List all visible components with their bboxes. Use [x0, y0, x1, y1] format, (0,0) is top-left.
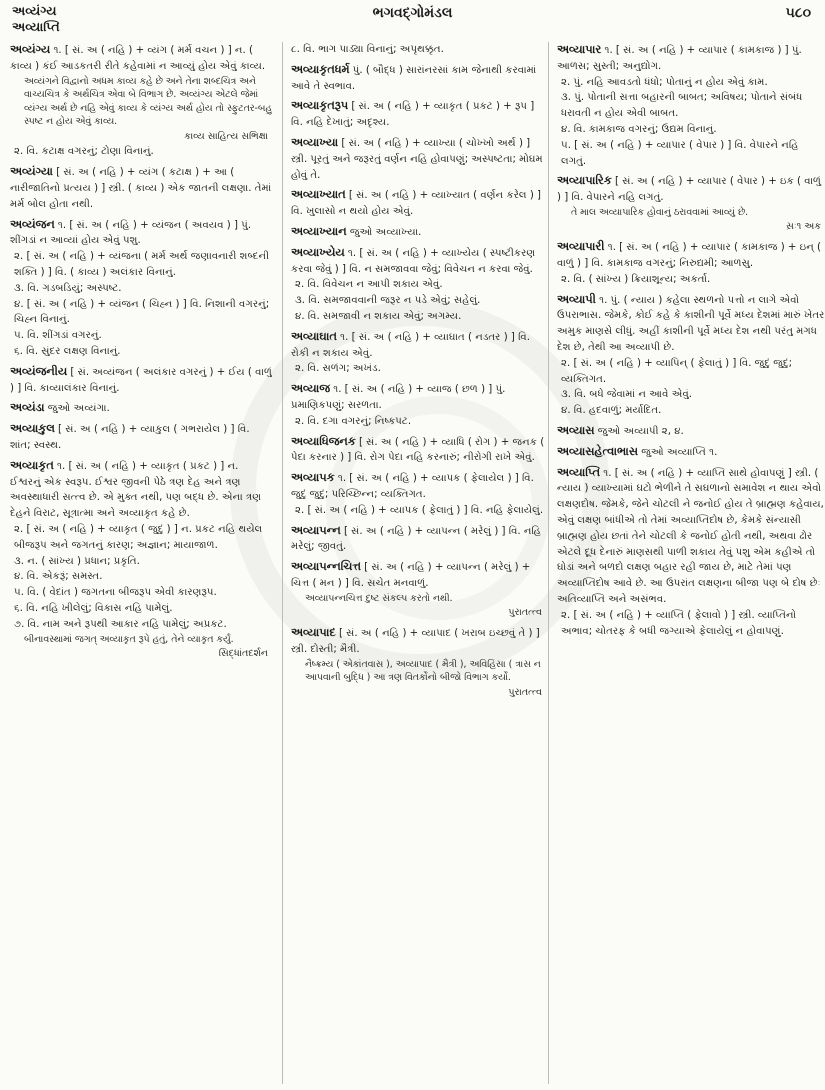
entry-sense: ૬. વિ. નહિ ખીલેલું; વિકાસ નહિ પામેલું. [14, 602, 173, 614]
entry-definition: પું. ( બૌદ્ધ ) સારાંનરસાં કામ જેનાથી કરવામાં આવે તે સ્વભાવ. [291, 64, 537, 92]
dictionary-entry [557, 42, 825, 169]
entry-definition: જુઓ અવ્યાપી ૨, ૪. [597, 426, 684, 438]
entry-headword: અવ્યંજન [10, 217, 55, 231]
entry-headword: અવ્યાપક [291, 471, 335, 485]
dictionary-entry [291, 135, 546, 183]
entry-headword: અવ્યાપન્ન [291, 523, 341, 537]
entry-headword: અવ્યાકૃત [10, 458, 54, 472]
entry-definition: [ સં. અ ( નહિ ) + વ્યાખ્યાત ( વર્ણન કરેલ ) ] વિ. ખુલાસો ન થયો હોય એવું. [291, 190, 542, 218]
entry-definition: [ સં. અ ( નહિ ) + વ્યાખ્યા ( ચોખ્ખો અર્થ ) ] સ્ત્રી. પૂરતું અને જરૂરતું વર્ણન નહિ હોવાપણું; અસ્પષ્ટતા; મોઘમ હોવું તે. [291, 137, 543, 181]
entry-quotation: તે માલ અવ્યાપારિક હોવાનું ઠરાવવામાં આવ્યું છે. [571, 206, 749, 218]
entry-sense: ૨. વિ. કટાક્ષ વગરનું; ટોણા વિનાનું. [14, 146, 154, 158]
column-3 [548, 42, 825, 1084]
entry-headword: અવ્યાજ [291, 382, 330, 396]
entry-definition: [ સં. અવ્યંજન ( અલંકાર વગરનું ) + ઈય ( વાળું ) ] વિ. કાવ્યાલંકાર વિનાનું. [10, 366, 272, 394]
dictionary-entry [291, 187, 546, 220]
entry-definition: [ સં. અ ( નહિ ) + વ્યાકૃત ( પ્રકટ ) + રૂપ ] વિ. નહિ દેખાતું; અદૃશ્ય. [291, 101, 535, 129]
entry-sense: ૨. [ સં. અ ( નહિ ) + વ્યંજના ( મર્મ અર્થ જણાવનારી શબ્દની શક્તિ ) ] વિ. ( કાવ્ય ) અલંકાર વિનાનું. [14, 251, 269, 278]
dictionary-entry [557, 239, 825, 287]
dictionary-entry [557, 173, 825, 235]
entry-sense: ૬. વિ. સુંદર લક્ષણ વિનાનું. [14, 345, 121, 357]
quotation-source: પુરાતત્ત્વ [508, 607, 542, 619]
page-number: ૫૮૦ [785, 5, 811, 21]
entry-quotation: બીનાવસ્થામાં જગત્ અવ્યાકૃત રૂપે હતું, તેને વ્યાકૃત કર્યું. [24, 633, 234, 645]
entry-headword: અવ્યાપારી [557, 240, 605, 254]
entry-sense: ૨. [ સં. અ ( નહિ ) + વ્યાપ્તિ ( ફેલાવો ) ] સ્ત્રી. વ્યાપ્તિનો અભાવ; ચોતરફ કે બધી જગ્યાએ ફેલાયેલું ન હોવાપણું. [561, 609, 797, 637]
dictionary-entry [10, 458, 272, 662]
dictionary-entry [291, 381, 546, 429]
entry-headword: અવ્યાપન્નચિત્ત [291, 560, 361, 574]
entry-definition: ૮. વિ. ભાગ પાડ્યા વિનાનું; અપૃથક્કૃત. [291, 44, 444, 55]
entry-headword: અવ્યાપાર [557, 43, 602, 56]
entry-sense: ૫. [ સં. અ ( નહિ ) + વ્યાપાર ( વેપાર ) ] વિ. વેપારને નહિ લગતું. [561, 139, 799, 167]
entry-definition: ૧. [ સં. અ ( નહિ ) + વ્યાકૃત ( પ્રકટ ) ] ન. ઈશ્વરનું એક સ્વરૂપ. ઈશ્વર જીવની પેઠે ત્રણ દેહ અને ત્રણ અવસ્થાધારી સત્ત્વ છે. એ મુક્ત નથી, પણ બદ્ધ છે. એના ત્રણ દેહને વિરાટ, સૂત્રાત્મા અને અવ્યાકૃત કહે છે. [10, 460, 262, 520]
dictionary-entry [291, 470, 546, 518]
entry-definition: ૧. [ સં. અ ( નહિ ) + વ્યંગ ( મર્મ વચન ) ] ન. ( કાવ્ય ) કંઈ આડકતરી રીતે કહેવામાં ન આવ્યું હોય એવું કાવ્ય. [10, 45, 266, 72]
entry-definition: ૧. [ સં. અ ( નહિ ) + વ્યાપક ( ફેલાયેલ ) ] વિ. જુદું જુદું; પરિચ્છિન્ન; વ્યક્તિગત. [291, 473, 534, 500]
entry-headword: અવ્યાકૃતધર્મ [291, 62, 350, 76]
entry-sense: ૨. વિ. દગા વગરનું; નિષ્કપટ. [295, 415, 412, 427]
entry-sense: ૩. વિ. ગડબડિયું; અસ્પષ્ટ. [14, 282, 122, 294]
entry-headword: અવ્યંગ્ય [10, 43, 51, 56]
entry-sense: ૩. વિ. બધે જેવામાં ન આવે એવું. [561, 389, 693, 401]
dictionary-entry [10, 400, 272, 417]
column-1 [10, 42, 272, 1084]
entry-headword: અવ્યાકુલ [10, 422, 55, 436]
entry-headword: અવ્યંગ્યા [10, 165, 53, 179]
entry-sense: ૨. વિ. સળંગ; અખંડ. [295, 363, 381, 375]
entry-sense: ૨. [ સં. અ ( નહિ ) + વ્યાપિન્ ( ફેલાતું ) ] વિ. જુદું જુદું; વ્યક્તિગત. [561, 357, 793, 385]
entry-headword: અવ્યાખ્યા [291, 135, 339, 149]
entry-sense: ૪. વિ. સમજાવી ન શકાય એવું; અગમ્ય. [295, 310, 462, 322]
entry-sense: ૪. વિ. એકરૂં; સમસ્ત. [14, 571, 103, 583]
entry-sense: ૩. વિ. સમજાવવાની જરૂર ન પડે એવું; સહેલું. [295, 295, 481, 307]
dictionary-entry [10, 421, 272, 454]
dictionary-entry [291, 98, 546, 131]
dictionary-entry [291, 224, 546, 241]
dictionary-entry [291, 523, 546, 556]
column-2 [282, 42, 546, 1084]
dictionary-entry [10, 42, 272, 160]
guide-word-first: અવ્યંગ્ય [12, 3, 57, 18]
dictionary-entry [557, 423, 825, 440]
entry-sense: ૨. [ સં. અ ( નહિ ) + વ્યાપક ( ફેલાતું ) ] વિ. નહિ ફેલાયેલું. [295, 504, 544, 516]
entry-definition: ૧. [ સં. અ ( નહિ ) + વ્યાપાર ( કામકાજ ) ] પું. આળસ; સુસ્તી; અનુદ્યોગ. [557, 45, 802, 72]
entry-definition: ૧. પું. ( ન્યાય ) કહેલા સ્થળનો પત્તો ન લાગે એવો ઉપરાભાસ. જેમકે, કોઈ કહે કે કાશીની પૂર્વે મધ્ય દેશમાં મારું ખેતર અમુક માણસે લીધું. અહીં કાશીની પૂર્વે મધ્ય દેશ નથી પરંતુ મગધ દેશ છે, તેથી આ અવ્યાપી છે. [557, 294, 825, 354]
entry-sense: ૨. [ સં. અ ( નહિ ) + વ્યાકૃત ( જુદું ) ] ન. પ્રકટ નહિ થયેલ બીજરૂપ અને જગતનું કારણ; અજ્ઞાન; માયાજાળ. [14, 523, 263, 551]
entry-definition: જુઓ અવ્યાપ્તિ ૧. [641, 446, 718, 458]
dictionary-entry [557, 292, 825, 419]
entry-sense: ૪. [ સં. અ ( નહિ ) + વ્યંજન ( ચિહ્ન ) ] વિ. નિશાની વગરનું; ચિહ્ન વિનાનું. [14, 298, 270, 326]
dictionary-entry [291, 245, 546, 325]
dictionary-entry [10, 164, 272, 212]
entry-sense: ૨. વિ. ( સાંખ્ય ) ક્રિયાશૂન્ય; અકર્તા. [561, 273, 711, 285]
dictionary-entry [291, 625, 546, 700]
dictionary-entry [10, 217, 272, 360]
entry-sense: ૪. વિ. હદવાળું; મર્યાદિત. [561, 405, 662, 417]
dictionary-entry [557, 465, 825, 640]
entry-headword: અવ્યાખ્યાત [291, 188, 346, 202]
entry-definition: [ સં. અ ( નહિ ) + વ્યાકુલ ( ગભરાયેલ ) ] વિ. શાંત; સ્વસ્થ. [10, 424, 250, 451]
entry-headword: અવ્યાકૃતરૂપ [291, 99, 349, 113]
entry-definition: ૧. [ સં. અ ( નહિ ) + વ્યાપ્તિ સાથે હોવાપણું ] સ્ત્રી. ( ન્યાય ) વ્યાખ્યામાં ઘટો ભેળીને તે સઘળાનો સમાવેશ ન થાય એવો લક્ષણદોષ. જેમકે, જેને ચોટલી ને જનોઈ હોય તે બ્રાહ્મણ કહેવાય, એવું લક્ષણ બાંધીએ તો તેમાં અવ્યાપ્તિદોષ છે, કેમકે સંન્યાસી બ્રાહ્મણ હોય છતાં તેને ચોટલી કે જનોઈ હોતી નથી, અથવા ઢોર એટલે દૂધ દેનારું માણસથી પાળી શકાય તેવું પશુ એમ કહીએ તો ઘોડાં અને બળદો લક્ષણ બહાર રહી જાય છે, માટે તેમાં પણ અવ્યાપ્તિદોષ આવે છે. આ ઉપરાંત લક્ષણના બીજા પણ બે દોષ છેઃ અતિવ્યાપ્તિ અને અસંભવ. [557, 467, 824, 605]
entry-headword: અવ્યાધિજનક [291, 434, 356, 448]
entry-definition: ૧. [ સં. અ ( નહિ ) + વ્યાપાર ( કામકાજ ) + ઇન્ ( વાળું ) ] વિ. કામકાજ વગરનું; નિરુદ્યમી; આળસુ. [557, 242, 822, 270]
book-title: ભગવદ્ગોમંડલ [372, 5, 453, 21]
entry-definition: જુઓ અવ્યંગા. [47, 403, 110, 415]
entry-sense: ૩. પું. પોતાની સત્તા બહારની બાબત; અવિષય; પોતાને સંબંધ ધરાવતી ન હોય એવી બાબત. [561, 92, 803, 120]
entry-definition: [ સં. અ ( નહિ ) + વ્યાપન્ન ( મરેલું ) ] વિ. નહિ મરેલું; જીવતું. [291, 525, 542, 553]
entry-sense: ૭. વિ. નામ અને રૂપથી આકાર નહિ પામેલું; અપ્રકટ. [14, 618, 227, 630]
quotation-source: સ઼ઃ૧ અક [786, 221, 821, 233]
entry-quotation: અવ્યંગને વિદ્વાનો અધમ કાવ્ય કહે છે અને તેના શબ્દચિત્ર અને વાચ્યચિત્ર કે અર્થચિત્ર એવા બે વિભાગ છે. અવ્યંગ્ય એટલે જેમાં વ્યંગ્ય અર્થ છે નહિ એવું કાવ્ય કે વ્યંગ્ય અર્થ હોય તો સ્ફુટતર-બહુ સ્પષ્ટ ન હોય એવું કાવ્ય. [24, 75, 272, 128]
entry-definition: ૧. [ સં. અ ( નહિ ) + વ્યાઘાત ( નડતર ) ] વિ. રોકી ન શકાય એવું. [291, 331, 531, 359]
guide-word-last: અવ્યાપ્તિ [12, 19, 60, 34]
page-header [0, 0, 825, 42]
entry-headword: અવ્યાપાદ [291, 626, 336, 639]
entry-headword: અવ્યંજનીય [10, 364, 68, 378]
quotation-source: સિદ્ધાંતદર્શન [218, 648, 268, 659]
entry-definition: [ સં. અ ( નહિ ) + વ્યાપાદ ( ખરાબ ઇચ્છવું તે ) ] સ્ત્રી. દોસ્તી; મૈત્રી. [291, 628, 540, 655]
entry-sense: ૪. વિ. કામકાજ વગરનું; ઉદ્યમ વિનાનું. [561, 123, 717, 135]
entry-headword: અવ્યાસહેત્વાભાસ [557, 444, 638, 458]
entry-sense: ૨. વિ. વિવેચન ન આપી શકાય એવું. [295, 279, 443, 291]
entry-definition: [ સં. અ ( નહિ ) + વ્યાપન્ન ( મરેલું ) + ચિત્ત ( મન ) ] વિ. સચેત મનવાળું. [291, 562, 531, 589]
entry-sense: ૫. વિ. ( વેદાંત ) જગતના બીજરૂપ એવી કારણરૂપ. [14, 587, 217, 599]
entry-headword: અવ્યાપ્તિ [557, 465, 601, 479]
entry-definition: જુઓ અવ્યાખ્યા. [349, 226, 422, 238]
entry-headword: અવ્યાસ [557, 424, 595, 438]
entry-headword: અવ્યંડા [10, 401, 45, 415]
entry-definition: [ સં. અ ( નહિ ) + વ્યાધિ ( રોગ ) + જનક ( પેદા કરનાર ) ] વિ. રોગ પેદા નહિ કરનારું; નીરોગી રાખે એવું. [291, 436, 545, 464]
entry-sense: ૨. પું. નહિ આવડતો ધંધો; પોતાનું ન હોય એવું કામ. [561, 76, 768, 88]
entry-definition: ૧. [ સં. અ ( નહિ ) + વ્યંજન ( અવયવ ) ] પું. શીંગડાં ન આવ્યાં હોય એવું પશુ. [10, 219, 252, 247]
entry-sense: ૩. ન. ( સાંખ્ય ) પ્રધાન; પ્રકૃતિ. [14, 555, 140, 567]
dictionary-entry [291, 62, 546, 95]
dictionary-entry [291, 329, 546, 377]
dictionary-entry [291, 42, 546, 58]
entry-headword: અવ્યાપારિક [557, 174, 612, 188]
dictionary-entry [10, 364, 272, 397]
entry-definition: ૧. [ સં. અ ( નહિ ) + વ્યાખ્યેય ( સ્પષ્ટીકરણ કરવા જેવું ) ] વિ. ન સમજાવવા જેવું; વિવેચન ન કરવા જેવું. [291, 247, 536, 275]
entry-headword: અવ્યાખ્યાન [291, 224, 347, 238]
dictionary-entry [557, 444, 825, 461]
entry-headword: અવ્યાખ્યેય [291, 245, 345, 259]
entry-quotation: અવ્યાપન્નચિત્ત દુષ્ટ સંકલ્પ કરતો નથી. [305, 592, 453, 604]
dictionary-entry [291, 434, 546, 467]
entry-sense: ૫. વિ. શીંગડાં વગરનું. [14, 330, 102, 342]
entry-headword: અવ્યાઘાત [291, 329, 337, 343]
entry-definition: [ સં. અ ( નહિ ) + વ્યાપાર ( વેપાર ) + ઇક ( વાળું ) ] વિ. વેપારને નહિ લગતું. [557, 176, 822, 204]
dictionary-entry [291, 559, 546, 621]
entry-definition: [ સં. અ ( નહિ ) + વ્યંગ ( કટાક્ષ ) + આ ( નારીજાતિનો પ્રત્યય ) ] સ્ત્રી. ( કાવ્ય ) એક જાતની લક્ષણા. તેમાં મર્મ બોલ હોતા નથી. [10, 167, 272, 210]
entry-quotation: નૈષ્ક્રમ્ય ( એકાંતવાસ ), અવ્યાપાદ ( મૈત્રી ), અવિહિંસા ( ત્રાસ ન આપવાની બુદ્ધિ ) આ ત્રણ વિતર્કોનો બીજો વિભાગ કર્યો. [305, 658, 541, 684]
quotation-source: કાવ્ય સાહિત્ય સભિક્ષા [184, 130, 268, 142]
entry-definition: ૧. [ સં. અ ( નહિ ) + વ્યાજ ( છળ ) ] પું. પ્રમાણિકપણું; સરળતા. [291, 384, 506, 411]
entry-headword: અવ્યાપી [557, 292, 596, 306]
quotation-source: પુરાતત્ત્વ [508, 686, 542, 698]
